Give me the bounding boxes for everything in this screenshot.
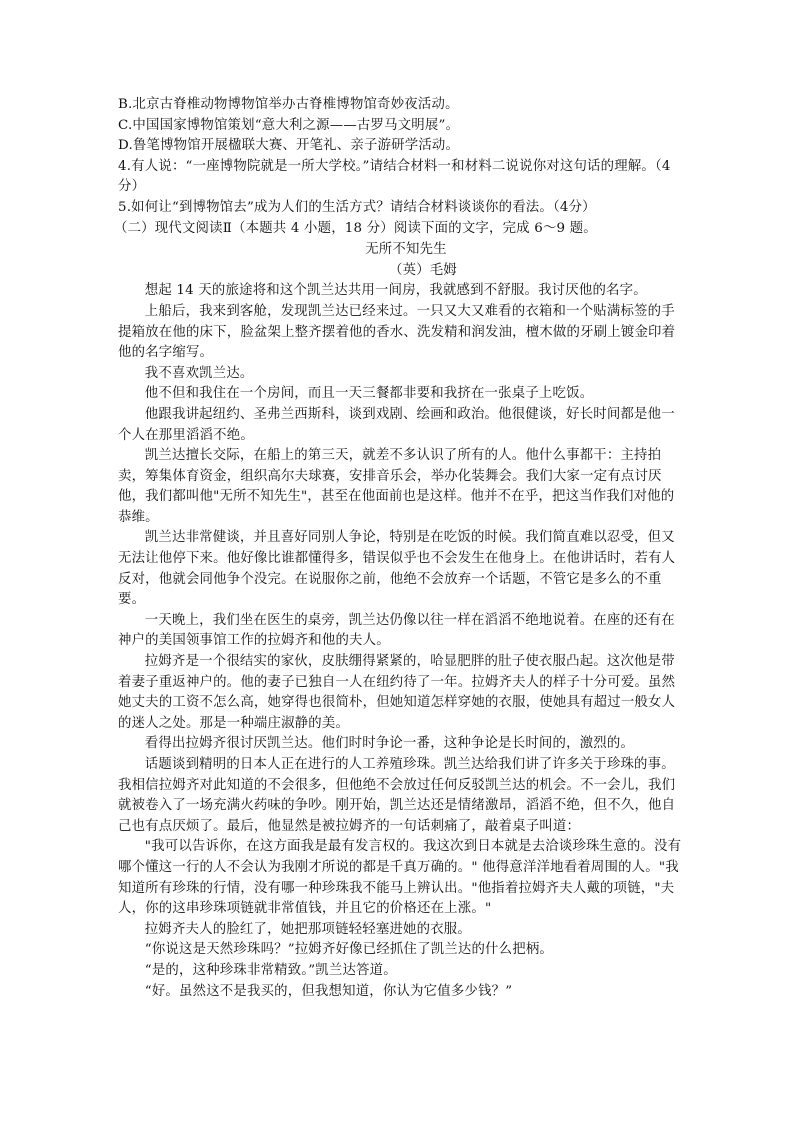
story-paragraph: 看得出拉姆齐很讨厌凯兰达。他们时时争论一番，这种争论是长时间的，激烈的。 bbox=[144, 736, 635, 752]
story-paragraph: 我不喜欢凯兰达。 bbox=[144, 365, 254, 381]
story-paragraph: 想起 14 天的旅途将和这个凯兰达共用一间房，我就感到不舒服。我讨厌他的名字。 bbox=[144, 283, 647, 299]
story-paragraph: 凯兰达擅长交际，在船上的第三天，就差不多认识了所有的人。他什么事都干：主持拍卖，筹集体育资金，组织高尔夫球赛，安排音乐会，举办化装舞会。我们大家一定有点讨厌他，我们都叫他"无所不知先生"，甚至在他面前也是这样。他并不在乎，把这当作我们对他的恭维。 bbox=[118, 448, 675, 525]
story-paragraph: “好。虽然这不是我买的，但我想知道，你认为它值多少钱？” bbox=[144, 983, 513, 999]
document-page bbox=[114, 95, 684, 1002]
story-paragraph: “你说这是天然珍珠吗？”拉姆齐好像已经抓住了凯兰达的什么把柄。 bbox=[144, 942, 554, 958]
option-c: C.中国国家博物馆策划“意大利之源——古罗马文明展”。 bbox=[118, 117, 460, 133]
option-b: B.北京古脊椎动物博物馆举办古脊椎博物馆奇妙夜活动。 bbox=[118, 97, 459, 112]
option-d: D.鲁笔博物馆开展楹联大赛、开笔礼、亲子游研学活动。 bbox=[118, 138, 460, 154]
question-4: 4.有人说：“一座博物院就是一所大学校。”请结合材料一和材料二说说你对这句话的理解。（4分） bbox=[118, 158, 671, 195]
story-paragraph: 拉姆齐夫人的脸红了，她把那项链轻轻塞进她的衣服。 bbox=[144, 921, 471, 937]
story-title: 无所不知先生 bbox=[365, 242, 447, 258]
story-paragraph: 一天晚上，我们坐在医生的桌旁，凯兰达仍像以往一样在滔滔不绝地说着。在座的还有在神户的美国领事馆工作的拉姆齐和他的夫人。 bbox=[118, 612, 675, 649]
story-paragraph: 拉姆齐是一个很结实的家伙，皮肤绷得紧紧的，哈显肥胖的肚子使衣服凸起。这次他是带着妻子重返神户的。他的妻子已独自一人在纽约待了一年。拉姆齐夫人的样子十分可爱。虽然她丈夫的工资不怎么高，她穿得也很简朴，但她知道怎样穿她的衣服，使她具有超过一般女人的迷人之处。那是一种端庄淑静的美。 bbox=[118, 654, 676, 731]
section-heading: （二）现代文阅读Ⅱ（本题共 4 小题，18 分）阅读下面的文字，完成 6～9 题。 bbox=[114, 220, 597, 236]
story-paragraph: 他不但和我住在一个房间，而且一天三餐都非要和我挤在一张桌子上吃饭。 bbox=[144, 386, 594, 402]
story-author: （英）毛姆 bbox=[389, 262, 457, 278]
story-paragraph: 他跟我讲起纽约、圣弗兰西斯科，谈到戏剧、绘画和政治。他很健谈，好长时间都是他一个人在那里滔滔不绝。 bbox=[118, 406, 675, 443]
story-paragraph: 话题谈到精明的日本人正在进行的人工养殖珍珠。凯兰达给我们讲了许多关于珍珠的事。我相信拉姆齐对此知道的不会很多，但他绝不会放过任何反驳凯兰达的机会。不一会儿，我们就被卷入了一场充满火药味的争吵。刚开始，凯兰达还是情绪激昂，滔滔不绝，但不久，他自己也有点厌烦了。最后，他显然是被拉姆齐的一句话刺痛了，敲着桌子叫道： bbox=[118, 757, 676, 834]
question-5: 5.如何让“到博物馆去”成为人们的生活方式？请结合材料谈谈你的看法。（4分） bbox=[118, 199, 596, 215]
story-paragraph: “是的，这种珍珠非常精致。”凯兰达答道。 bbox=[144, 962, 397, 978]
story-paragraph: 凯兰达非常健谈，并且喜好同别人争论，特别是在吃饭的时候。我们简直难以忍受，但又无法让他停下来。他好像比谁都懂得多，错误似乎也不会发生在他身上。在他讲话时，若有人反对，他就会同他争个没完。在说服你之前，他绝不会放弃一个话题，不管它是多么的不重要。 bbox=[118, 530, 676, 608]
story-paragraph: 上船后，我来到客舱，发现凯兰达已经来过。一只又大又难看的衣箱和一个贴满标签的手提箱放在他的床下，脸盆架上整齐摆着他的香水、洗发精和润发油，檀木做的牙刷上镀金印着他的名字缩写。 bbox=[118, 303, 676, 361]
story-paragraph: "我可以告诉你，在这方面我是最有发言权的。我这次到日本就是去洽谈珍珠生意的。没有哪个懂这一行的人不会认为我刚才所说的都是千真万确的。" 他得意洋洋地看着周围的人。"我知道所有珍珠的行情，没有哪一种珍珠我不能马上辨认出。"他指着拉姆齐夫人戴的项链，"夫人，你的这串珍珠项链就非常值钱，并且它的价格还在上涨。" bbox=[118, 839, 682, 917]
